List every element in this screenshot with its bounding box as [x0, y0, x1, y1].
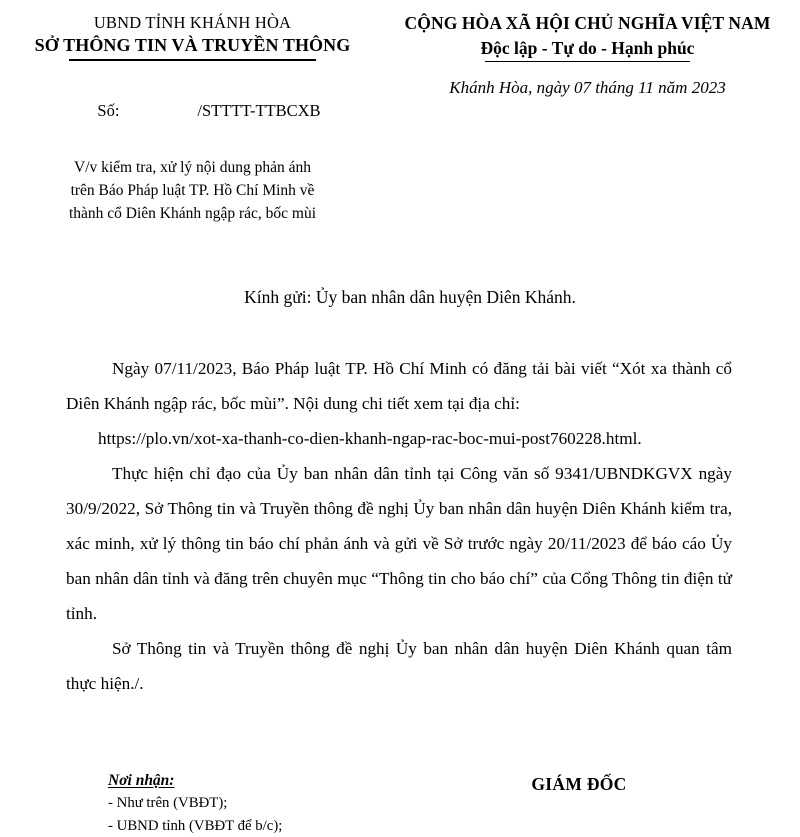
- body-paragraph-1: Ngày 07/11/2023, Báo Pháp luật TP. Hồ Chí Minh có đăng tải bài viết “Xót xa thành cổ Diên Khánh ngập rác, bốc mùi”. Nội dung chi tiết xem tại địa chỉ:: [66, 359, 732, 414]
- national-heading-block: [375, 12, 800, 62]
- document-number-block: [0, 76, 375, 225]
- recipients-title: Nơi nhận:: [108, 772, 175, 789]
- signer-title: GIÁM ĐỐC: [531, 774, 627, 794]
- issuing-authority-name: UBND TỈNH KHÁNH HÒA: [93, 13, 292, 32]
- document-number-label: Số:: [97, 101, 120, 121]
- place-and-date: Khánh Hòa, ngày 07 tháng 11 năm 2023: [449, 78, 726, 98]
- issuing-authority-block: [0, 12, 375, 61]
- recipient-line: Kính gửi: Ủy ban nhân dân huyện Diên Khánh.: [244, 287, 576, 308]
- document-header: [0, 0, 800, 62]
- document-number-value: /STTTT-TTBCXB: [197, 101, 321, 121]
- recipient-item-1: - Như trên (VBĐT);: [108, 795, 228, 812]
- subject-line-3: thành cổ Diên Khánh ngập rác, bốc mùi: [68, 205, 317, 223]
- department-name: SỞ THÔNG TIN VÀ TRUYỀN THÔNG: [35, 34, 351, 60]
- document-subject: [10, 156, 375, 226]
- document-body: [0, 352, 800, 701]
- body-paragraph-3: Sở Thông tin và Truyền thông đề nghị Ủy ban nhân dân huyện Diên Khánh quan tâm thực hiện./.: [66, 638, 732, 693]
- document-meta-row: [0, 76, 800, 225]
- document-number-row: [10, 76, 375, 145]
- recipient-item-2: - UBND tỉnh (VBĐT để b/c);: [108, 817, 283, 834]
- document-footer: [0, 770, 800, 837]
- subject-line-1: V/v kiểm tra, xử lý nội dung phản ánh: [74, 158, 311, 176]
- national-motto: Độc lập - Tự do - Hạnh phúc: [481, 37, 695, 63]
- signature-block: [420, 770, 800, 795]
- recipients-block: [0, 770, 420, 837]
- body-article-url[interactable]: https://plo.vn/xot-xa-thanh-co-dien-khanh-ngap-rac-boc-mui-post760228.html.: [98, 429, 642, 449]
- subject-line-2: trên Báo Pháp luật TP. Hồ Chí Minh về: [70, 181, 315, 199]
- national-title: CỘNG HÒA XÃ HỘI CHỦ NGHĨA VIỆT NAM: [404, 13, 771, 33]
- body-paragraph-2: Thực hiện chỉ đạo của Ủy ban nhân dân tỉnh tại Công văn số 9341/UBNDKGVX ngày 30/9/2022, Sở Thông tin và Truyền thông đề nghị Ủy ban nhân dân huyện Diên Khánh kiểm tra, xác minh, xử lý thông tin báo chí phản ánh và gửi về Sở trước ngày 20/11/2023 để báo cáo Ủy ban nhân dân tỉnh và đăng trên chuyên mục “Thông tin cho báo chí” của Cổng Thông tin điện tử tỉnh.: [66, 464, 732, 623]
